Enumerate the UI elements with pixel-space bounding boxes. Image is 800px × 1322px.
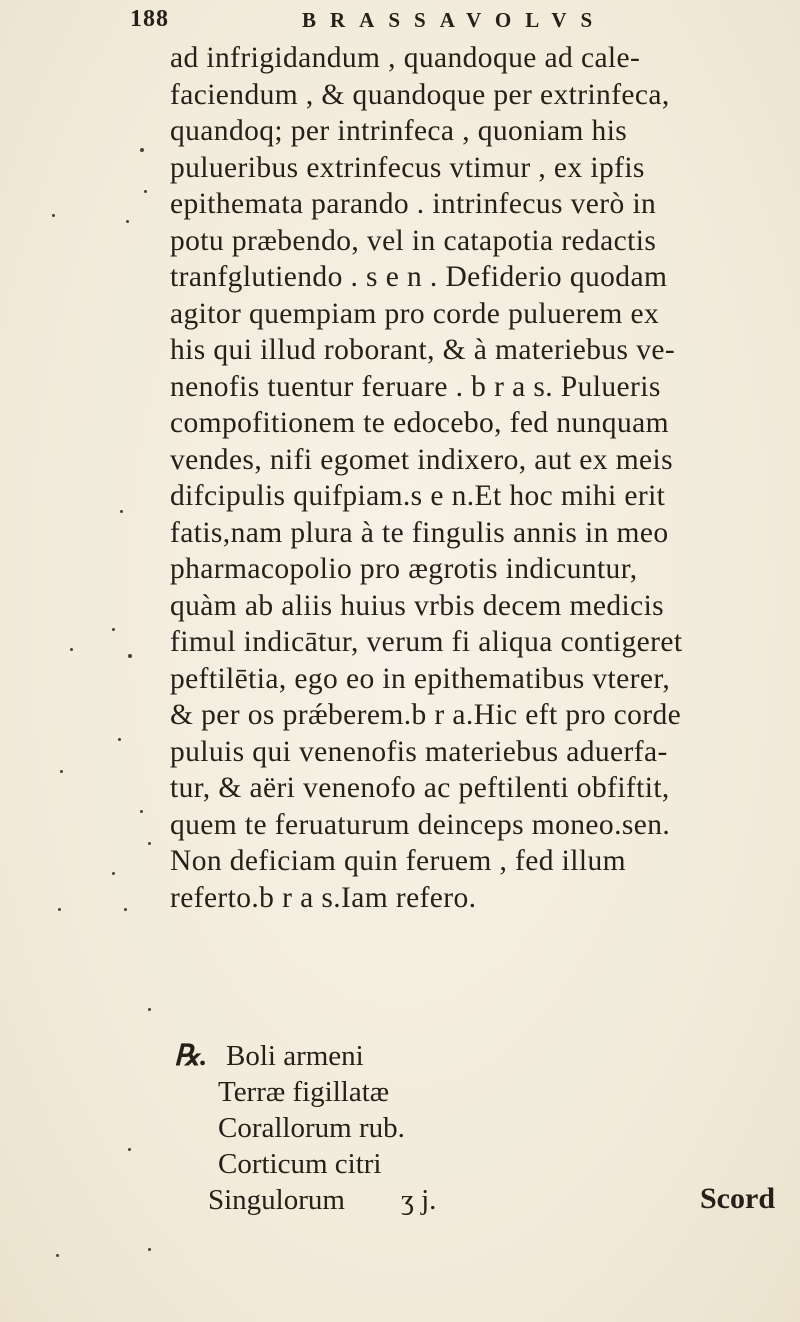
text-line: pulueribus extrinfecus vtimur , ex ipfis [170, 151, 645, 184]
text-line: epithemata parando . intrinfecus verò in [170, 188, 657, 220]
text-line: pharmacopolio pro ægrotis indicuntur, [170, 553, 638, 585]
page-header [130, 6, 690, 36]
text-line: quàm ab aliis huius vrbis decem medicis [170, 589, 665, 622]
text-line: fatis,nam plura à te fingulis annis in meo [170, 516, 669, 549]
recipe-ingredient: Corticum citri [218, 1148, 382, 1180]
recipe-quantity-label: Singulorum [208, 1184, 345, 1216]
recipe-ingredient: Boli armeni [226, 1040, 364, 1072]
body-text [170, 40, 790, 916]
text-line: his qui illud roborant, & à materiebus ve- [170, 334, 676, 366]
text-line: fimul indicātur, verum fi aliqua contigeret [170, 626, 683, 658]
text-line: quem te feruaturum deinceps moneo.sen. [170, 808, 671, 841]
text-line: quandoq; per intrinfeca , quoniam his [170, 115, 628, 147]
text-line: nenofis tuentur feruare . b r a s. Pulueris [170, 370, 661, 403]
text-line: tranfglutiendo . s e n . Defiderio quodam [170, 261, 668, 293]
text-line: compofitionem te edocebo, fed nunquam [170, 407, 669, 439]
text-line: puluis qui venenofis materiebus aduerfa- [170, 735, 668, 768]
text-line: difcipulis quifpiam.s e n.Et hoc mihi erit [170, 480, 666, 512]
text-line: peftilētia, ego eo in epithematibus vterer, [170, 662, 671, 695]
recipe-block [174, 1038, 734, 1218]
text-line: tur, & aëri venenofo ac peftilenti obfiftit, [170, 772, 670, 804]
page-number: 188 [130, 6, 169, 32]
recipe-dose: ʒ j. [400, 1184, 437, 1216]
text-line: referto.b r a s.Iam refero. [170, 881, 477, 914]
text-line: faciendum , & quandoque per extrinfeca, [170, 78, 670, 111]
recipe-line [174, 1038, 734, 1074]
recipe-symbol: ℞. [174, 1040, 208, 1072]
text-line: vendes, nifi egomet indixero, aut ex meis [170, 443, 674, 476]
recipe-ingredient: Terræ figillatæ [218, 1076, 390, 1108]
running-head: BRASSAVOLVS [302, 8, 607, 32]
text-line: & per os prǽberem.b r a.Hic eft pro corde [170, 699, 682, 731]
recipe-line [174, 1182, 734, 1218]
margin-specks [0, 0, 170, 1322]
catchword: Scord [700, 1182, 775, 1215]
text-line: ad infrigidandum , quandoque ad cale- [170, 42, 641, 74]
text-line: potu præbendo, vel in catapotia redactis [170, 224, 657, 257]
recipe-ingredient: Corallorum rub. [218, 1112, 405, 1144]
text-line: Non deficiam quin feruem , fed illum [170, 845, 626, 877]
text-line: agitor quempiam pro corde puluerem ex [170, 297, 660, 330]
